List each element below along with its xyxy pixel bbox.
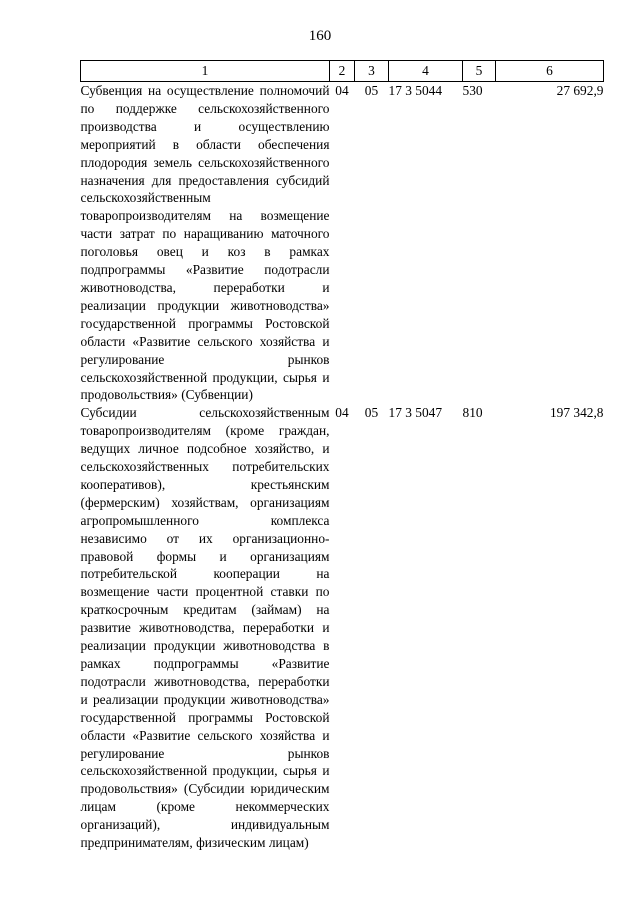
row-target-article-code: 17 3 5044 <box>388 83 443 98</box>
budget-table <box>80 60 604 852</box>
table-header-row <box>81 61 604 82</box>
row-amount: 27 692,9 <box>556 83 604 98</box>
column-header: 1 <box>81 61 330 82</box>
row-subsection-code: 05 <box>364 83 379 98</box>
page-number: 160 <box>308 28 332 44</box>
column-header: 4 <box>389 61 463 82</box>
row-expense-type-code: 810 <box>462 405 483 421</box>
row-section-code: 04 <box>335 83 349 98</box>
table-row <box>81 82 604 405</box>
table-row <box>81 404 604 852</box>
row-expense-type-code: 530 <box>462 83 483 98</box>
column-header: 5 <box>463 61 496 82</box>
row-amount: 197 342,8 <box>549 405 604 421</box>
column-header: 2 <box>330 61 355 82</box>
row-section-code: 04 <box>335 405 349 421</box>
row-target-article-code: 17 3 5047 <box>388 405 443 421</box>
row-subsection-code: 05 <box>364 405 379 421</box>
row-description: Субсидии сельскохозяйственным товаропроизводителям (кроме граждан, ведущих личное подсобное хозяйство, и сельскохозяйственных потребительских кооперативов), крестьянским (фермерским) хозяйствам, организациям агропромышленного комплекса независимо от их организационно-правовой формы и организациям потребительской кооперации на возмещение части процентной ставки по краткосрочным кредитам (займам) на развитие животноводства, переработки и реализации продукции животноводства в рамках подпрограммы «Развитие подотрасли животноводства, переработки и реализации продукции животноводства» государственной программы Ростовской области «Развитие сельского хозяйства и регулирование рынков сельскохозяйственной продукции, сырья и продовольствия» (Субсидии юридическим лицам (кроме некоммерческих организаций), индивидуальным предпринимателям, физическим лицам) <box>80 405 330 851</box>
column-header: 3 <box>355 61 389 82</box>
column-header: 6 <box>496 61 604 82</box>
row-description: Субвенция на осуществление полномочий по поддержке сельскохозяйственного производства и осуществлению мероприятий в области обеспечения плодородия земель сельскохозяйственного назначения для предоставления субсидий сельскохозяйственным товаропроизводителям на возмещение части затрат по наращиванию маточного поголовья овец и коз в рамках подпрограммы «Развитие подотрасли животноводства, переработки и реализации продукции животноводства» государственной программы Ростовской области «Развитие сельского хозяйства и регулирование рынков сельскохозяйственной продукции, сырья и продовольствия» (Субвенции) <box>80 83 330 403</box>
